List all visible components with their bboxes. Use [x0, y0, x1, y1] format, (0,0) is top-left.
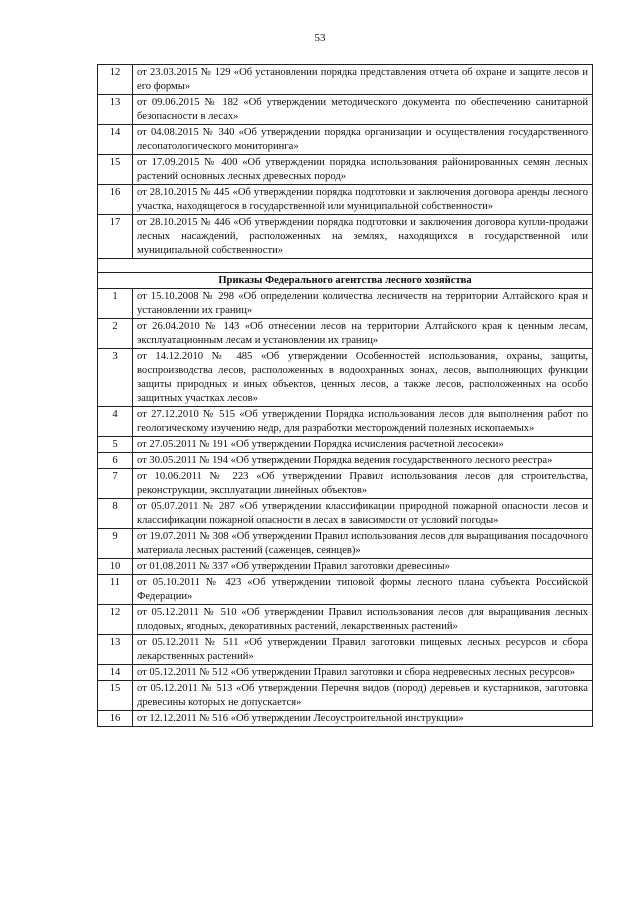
row-number: 13 — [98, 95, 133, 125]
order-description: от 15.10.2008 № 298 «Об определении количества лесничеств на территории Алтайского края и установлении их границ» — [133, 289, 593, 319]
row-number: 2 — [98, 319, 133, 349]
row-number: 14 — [98, 125, 133, 155]
order-description: от 05.12.2011 № 511 «Об утверждении Правил заготовки пищевых лесных ресурсов и сбора лекарственных растений» — [133, 635, 593, 665]
row-number: 3 — [98, 349, 133, 407]
table-row — [98, 605, 593, 635]
row-number: 10 — [98, 559, 133, 575]
orders-table-body — [98, 65, 593, 727]
row-number: 6 — [98, 453, 133, 469]
row-number: 16 — [98, 185, 133, 215]
order-description: от 05.10.2011 № 423 «Об утверждении типовой формы лесного плана субъекта Российской Федерации» — [133, 575, 593, 605]
order-description: от 14.12.2010 № 485 «Об утверждении Особенностей использования, охраны, защиты, воспроизводства лесов, расположенных в водоохранных зонах, лесов, выполняющих функции защиты природных и иных объектов, ценных лесов, а также лесов, расположенных на особо защитных участках лесов» — [133, 349, 593, 407]
row-number: 11 — [98, 575, 133, 605]
table-row — [98, 711, 593, 727]
row-number: 1 — [98, 289, 133, 319]
table-row — [98, 575, 593, 605]
table-row — [98, 635, 593, 665]
row-number: 14 — [98, 665, 133, 681]
table-row — [98, 469, 593, 499]
table-row — [98, 681, 593, 711]
table-row — [98, 453, 593, 469]
order-description: от 17.09.2015 № 400 «Об утверждении порядка использования районированных семян лесных растений основных лесных древесных пород» — [133, 155, 593, 185]
table-row — [98, 289, 593, 319]
section-title: Приказы Федерального агентства лесного хозяйства — [98, 273, 593, 289]
row-number: 12 — [98, 65, 133, 95]
table-row — [98, 665, 593, 681]
section-heading-row — [98, 273, 593, 289]
table-row — [98, 125, 593, 155]
row-number: 15 — [98, 681, 133, 711]
order-description: от 05.07.2011 № 287 «Об утверждении классификации природной пожарной опасности лесов и классификации пожарной опасности в лесах в зависимости от условий погоды» — [133, 499, 593, 529]
row-number: 13 — [98, 635, 133, 665]
order-description: от 10.06.2011 № 223 «Об утверждении Правил использования лесов для строительства, реконструкции, эксплуатации линейных объектов» — [133, 469, 593, 499]
row-number: 7 — [98, 469, 133, 499]
table-row — [98, 407, 593, 437]
table-row — [98, 185, 593, 215]
orders-table — [97, 64, 593, 727]
table-row — [98, 559, 593, 575]
order-description: от 27.12.2010 № 515 «Об утверждении Порядка использования лесов для выполнения работ по геологическому изучению недр, для разработки месторождений полезных ископаемых» — [133, 407, 593, 437]
table-row — [98, 319, 593, 349]
order-description: от 04.08.2015 № 340 «Об утверждении порядка организации и осуществления государственного лесопатологического мониторинга» — [133, 125, 593, 155]
page-number: 53 — [314, 32, 326, 44]
row-number: 17 — [98, 215, 133, 259]
row-number: 16 — [98, 711, 133, 727]
order-description: от 12.12.2011 № 516 «Об утверждении Лесоустроительной инструкции» — [133, 711, 593, 727]
row-number: 4 — [98, 407, 133, 437]
table-row — [98, 155, 593, 185]
order-description: от 05.12.2011 № 513 «Об утверждении Перечня видов (пород) деревьев и кустарников, заготовка древесины которых не допускается» — [133, 681, 593, 711]
row-number: 8 — [98, 499, 133, 529]
row-number: 5 — [98, 437, 133, 453]
order-description: от 27.05.2011 № 191 «Об утверждении Порядка исчисления расчетной лесосеки» — [133, 437, 593, 453]
order-description: от 05.12.2011 № 512 «Об утверждении Правил заготовки и сбора недревесных лесных ресурсов» — [133, 665, 593, 681]
table-row — [98, 95, 593, 125]
order-description: от 28.10.2015 № 445 «Об утверждении порядка подготовки и заключения договора аренды лесного участка, находящегося в государственной или муниципальной собственности» — [133, 185, 593, 215]
spacer-row — [98, 259, 593, 273]
table-row — [98, 437, 593, 453]
order-description: от 09.06.2015 № 182 «Об утверждении методического документа по обеспечению санитарной безопасности в лесах» — [133, 95, 593, 125]
table-row — [98, 529, 593, 559]
order-description: от 23.03.2015 № 129 «Об установлении порядка представления отчета об охране и защите лесов и его формы» — [133, 65, 593, 95]
row-number: 12 — [98, 605, 133, 635]
order-description: от 05.12.2011 № 510 «Об утверждении Правил использования лесов для выращивания лесных плодовых, ягодных, декоративных растений, лекарственных растений» — [133, 605, 593, 635]
row-number: 15 — [98, 155, 133, 185]
spacer-cell — [98, 259, 593, 273]
order-description: от 19.07.2011 № 308 «Об утверждении Правил использования лесов для выращивания посадочного материала лесных растений (саженцев, сеянцев)» — [133, 529, 593, 559]
row-number: 9 — [98, 529, 133, 559]
order-description: от 30.05.2011 № 194 «Об утверждении Порядка ведения государственного лесного реестра» — [133, 453, 593, 469]
order-description: от 28.10.2015 № 446 «Об утверждении порядка подготовки и заключения договора купли-продажи лесных насаждений, расположенных на землях, находящихся в государственной или муниципальной собственности» — [133, 215, 593, 259]
order-description: от 01.08.2011 № 337 «Об утверждении Правил заготовки древесины» — [133, 559, 593, 575]
table-row — [98, 499, 593, 529]
table-row — [98, 215, 593, 259]
table-row — [98, 349, 593, 407]
table-row — [98, 65, 593, 95]
order-description: от 26.04.2010 № 143 «Об отнесении лесов на территории Алтайского края к ценным лесам, эксплуатационным лесам и установлении их границ» — [133, 319, 593, 349]
